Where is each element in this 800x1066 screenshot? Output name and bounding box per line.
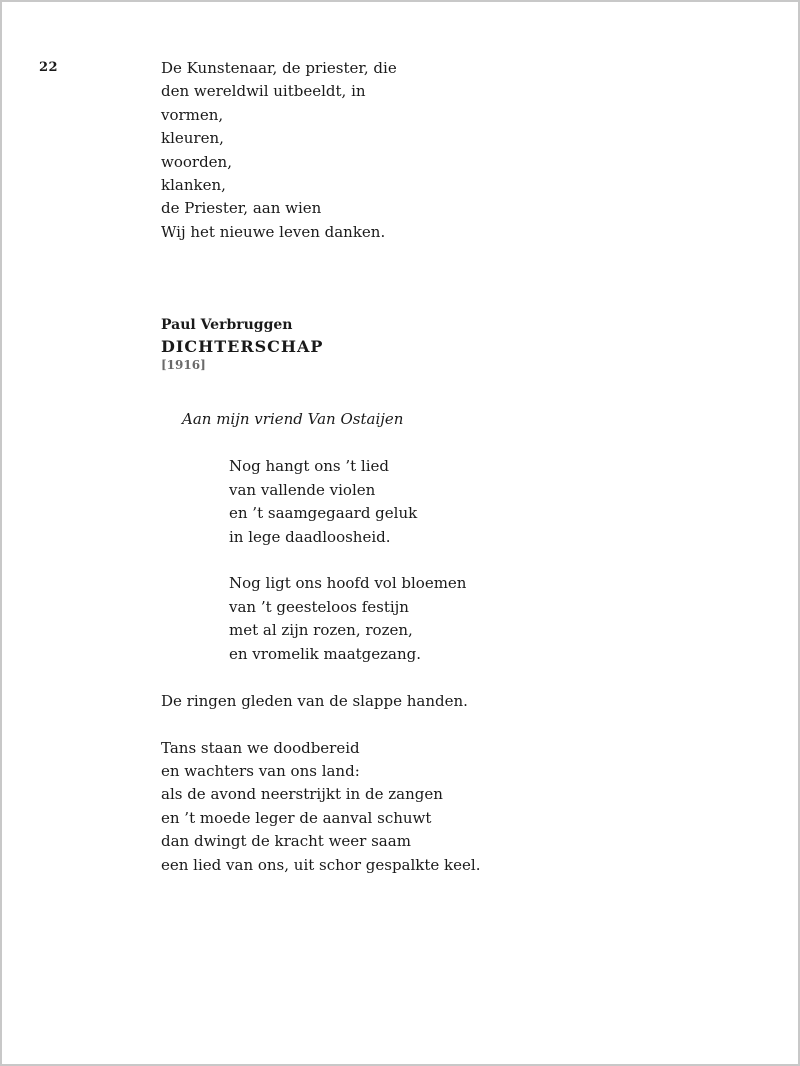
poem-line: woorden, bbox=[161, 153, 232, 171]
poem-author: Paul Verbruggen bbox=[161, 317, 293, 333]
poem-year: [1916] bbox=[161, 358, 206, 372]
poem-line: klanken, bbox=[161, 176, 226, 194]
poem-title: DICHTERSCHAP bbox=[161, 337, 324, 356]
poem-line: en vromelik maatgezang. bbox=[229, 645, 422, 663]
poem-line: en wachters van ons land: bbox=[161, 762, 360, 780]
poem-dedication: Aan mijn vriend Van Ostaijen bbox=[182, 410, 404, 428]
poem-line: De Kunstenaar, de priester, die bbox=[161, 59, 397, 77]
poem-line: den wereldwil uitbeeldt, in bbox=[161, 82, 366, 100]
poem-line: vormen, bbox=[161, 106, 224, 124]
poem-line: Tans staan we doodbereid bbox=[161, 739, 360, 757]
poem-line: van ’t geesteloos festijn bbox=[229, 598, 409, 616]
poem-line: Nog ligt ons hoofd vol bloemen bbox=[229, 574, 467, 592]
poem-line: als de avond neerstrijkt in de zangen bbox=[161, 785, 443, 803]
poem-line: en ’t moede leger de aanval schuwt bbox=[161, 809, 432, 827]
poem-line: van vallende violen bbox=[229, 481, 376, 499]
poem-line-single: De ringen gleden van de slappe handen. bbox=[161, 692, 468, 710]
poem-line: de Priester, aan wien bbox=[161, 199, 322, 217]
poem-line: een lied van ons, uit schor gespalkte keel. bbox=[161, 856, 481, 874]
poem-line: Wij het nieuwe leven danken. bbox=[161, 223, 386, 241]
poem-line: in lege daadloosheid. bbox=[229, 528, 391, 546]
poem-line: Nog hangt ons ’t lied bbox=[229, 457, 389, 475]
poem-line: dan dwingt de kracht weer saam bbox=[161, 832, 411, 850]
poem-line: met al zijn rozen, rozen, bbox=[229, 621, 413, 639]
page-number: 22 bbox=[39, 60, 59, 75]
poem-line: en ’t saamgegaard geluk bbox=[229, 504, 418, 522]
poem-line: kleuren, bbox=[161, 129, 224, 147]
